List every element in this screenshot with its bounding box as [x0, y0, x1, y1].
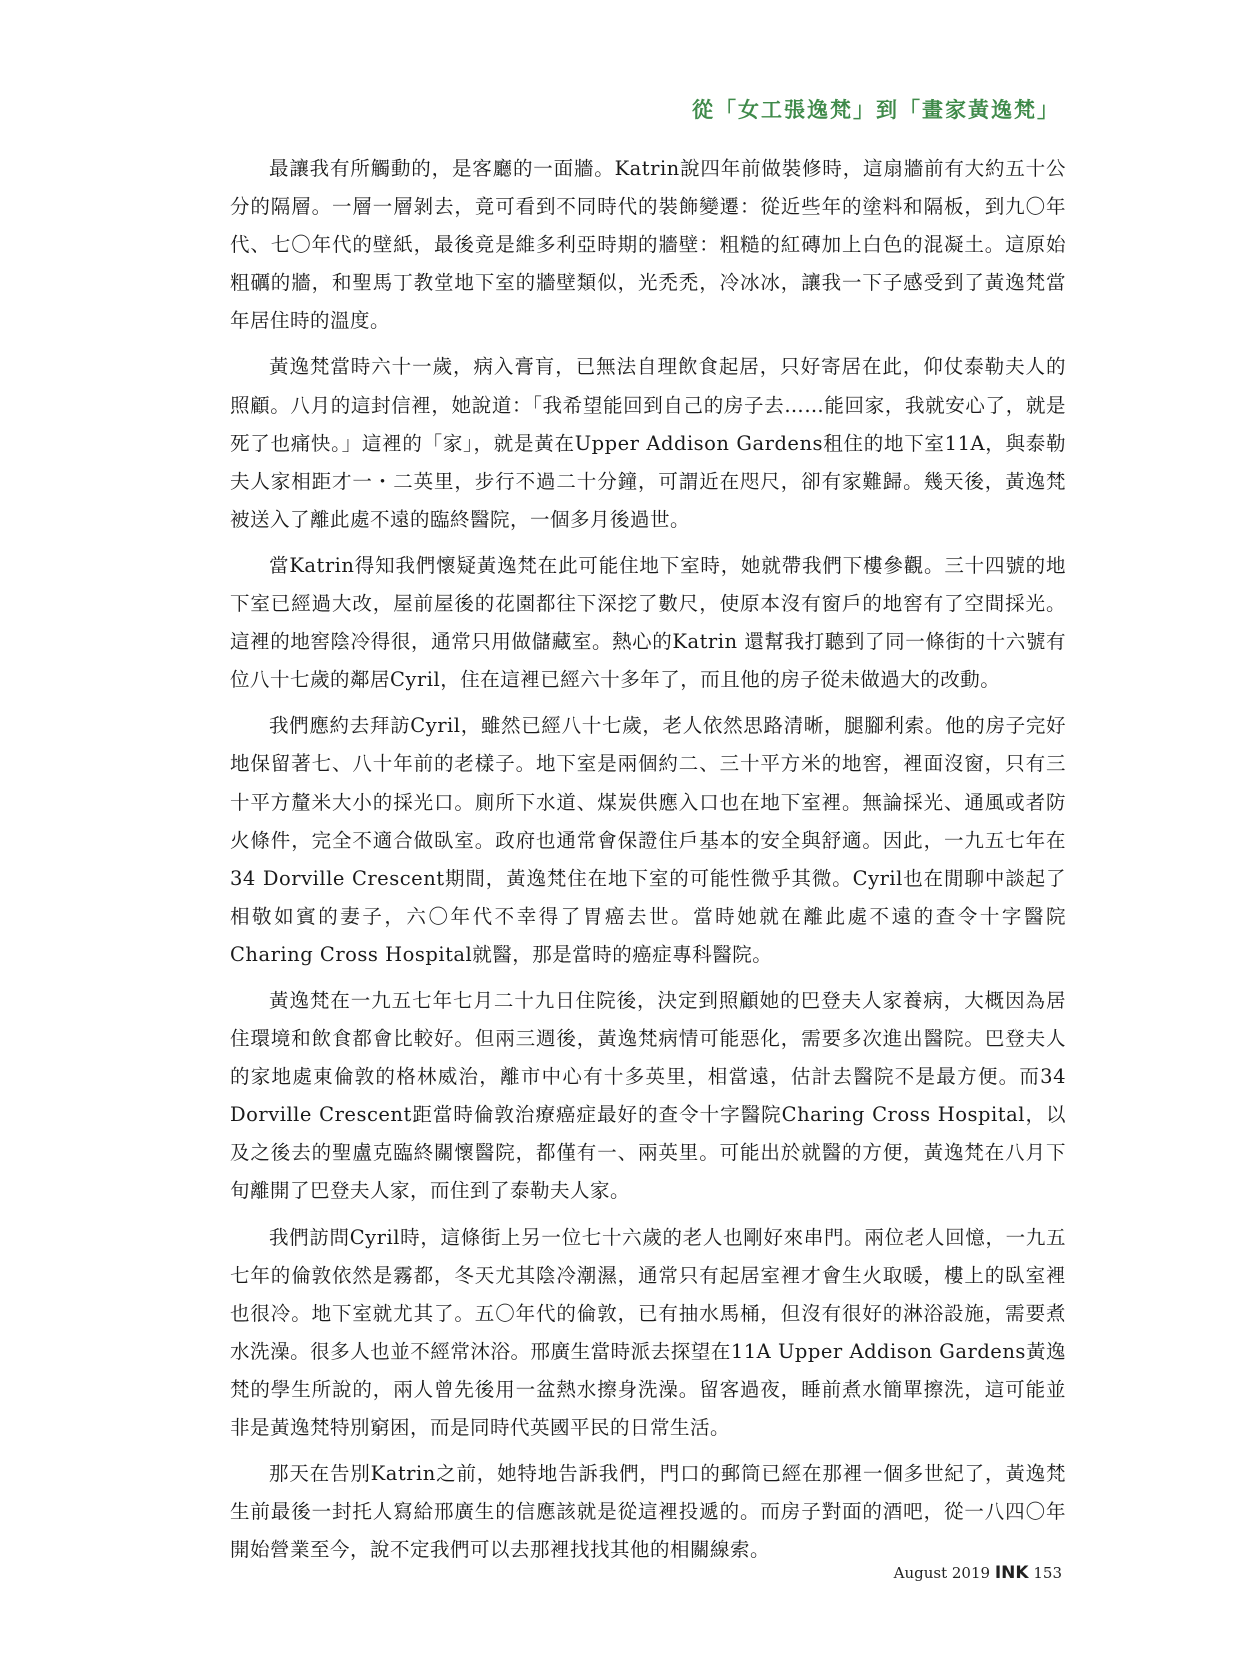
paragraph-2: 黃逸梵當時六十一歲，病入膏肓，已無法自理飲食起居，只好寄居在此，仰仗泰勒夫人的照顧。八月的這封信裡，她說道：「我希望能回到自己的房子去……能回家，我就安心了，就是死了也痛快。」這裡的「家」，就是黃在Upper Addison Gardens租住的地下室11A，與泰勒夫人家相距才一・二英里，步行不過二十分鐘，可謂近在咫尺，卻有家難歸。幾天後，黃逸梵被送入了離此處不遠的臨終醫院，一個多月後過世。 [230, 355, 1066, 531]
paragraph-6: 我們訪問Cyril時，這條街上另一位七十六歲的老人也剛好來串門。兩位老人回憶，一九五七年的倫敦依然是霧都，冬天尤其陰冷潮濕，通常只有起居室裡才會生火取暖，樓上的臥室裡也很冷。地下室就尤其了。五〇年代的倫敦，已有抽水馬桶，但沒有很好的淋浴設施，需要煮水洗澡。很多人也並不經常沐浴。邢廣生當時派去探望在11A Upper Addison Gardens黃逸梵的學生所說的，兩人曾先後用一盆熱水擦身洗澡。留客過夜，睡前煮水簡單擦洗，這可能並非是黃逸梵特別窮困，而是同時代英國平民的日常生活。 [230, 1225, 1066, 1439]
paragraph-5: 黃逸梵在一九五七年七月二十九日住院後，決定到照顧她的巴登夫人家養病，大概因為居住環境和飲食都會比較好。但兩三週後，黃逸梵病情可能惡化，需要多次進出醫院。巴登夫人的家地處東倫敦的格林威治，離市中心有十多英里，相當遠，估計去醫院不是最方便。而34 Dorville Crescent距當時倫敦治療癌症最好的查令十字醫院Charing Cross Hospital，以及之後去的聖盧克臨終關懷醫院，都僅有一、兩英里。可能出於就醫的方便，黃逸梵在八月下旬離開了巴登夫人家，而住到了泰勒夫人家。 [230, 988, 1066, 1203]
issue-date: August 2019 [893, 1564, 991, 1582]
article-body [230, 150, 1066, 1577]
paragraph-7: 那天在告別Katrin之前，她特地告訴我們，門口的郵筒已經在那裡一個多世紀了，黃逸梵生前最後一封托人寫給邢廣生的信應該就是從這裡投遞的。而房子對面的酒吧，從一八四〇年開始營業至今，說不定我們可以去那裡找找其他的相關線索。 [230, 1462, 1066, 1562]
page-number: 153 [1033, 1564, 1062, 1582]
page-footer [894, 1563, 1062, 1583]
running-header: 從「女工張逸梵」到「畫家黃逸梵」 [692, 97, 1060, 122]
paragraph-3: 當Katrin得知我們懷疑黃逸梵在此可能住地下室時，她就帶我們下樓參觀。三十四號的地下室已經過大改，屋前屋後的花園都往下深挖了數尺，使原本沒有窗戶的地窖有了空間採光。這裡的地窖陰冷得很，通常只用做儲藏室。熱心的Katrin 還幫我打聽到了同一條街的十六號有位八十七歲的鄰居Cyril，住在這裡已經六十多年了，而且他的房子從未做過大的改動。 [230, 553, 1066, 692]
paragraph-4: 我們應約去拜訪Cyril，雖然已經八十七歲，老人依然思路清晰，腿腳利索。他的房子完好地保留著七、八十年前的老樣子。地下室是兩個約二、三十平方米的地窖，裡面沒窗，只有三十平方釐米大小的採光口。廁所下水道、煤炭供應入口也在地下室裡。無論採光、通風或者防火條件，完全不適合做臥室。政府也通常會保證住戶基本的安全與舒適。因此，一九五七年在34 Dorville Crescent期間，黃逸梵住在地下室的可能性微乎其微。Cyril也在閒聊中談起了相敬如賓的妻子，六〇年代不幸得了胃癌去世。當時她就在離此處不遠的查令十字醫院Charing Cross Hospital就醫，那是當時的癌症專科醫院。 [230, 714, 1066, 966]
paragraph-1: 最讓我有所觸動的，是客廳的一面牆。Katrin說四年前做裝修時，這扇牆前有大約五十公分的隔層。一層一層剝去，竟可看到不同時代的裝飾變遷：從近些年的塗料和隔板，到九〇年代、七〇年代的壁紙，最後竟是維多利亞時期的牆壁：粗糙的紅磚加上白色的混凝土。這原始粗礪的牆，和聖馬丁教堂地下室的牆壁類似，光禿禿，冷冰冰，讓我一下子感受到了黃逸梵當年居住時的溫度。 [230, 157, 1066, 333]
magazine-brand: INK [994, 1563, 1029, 1583]
